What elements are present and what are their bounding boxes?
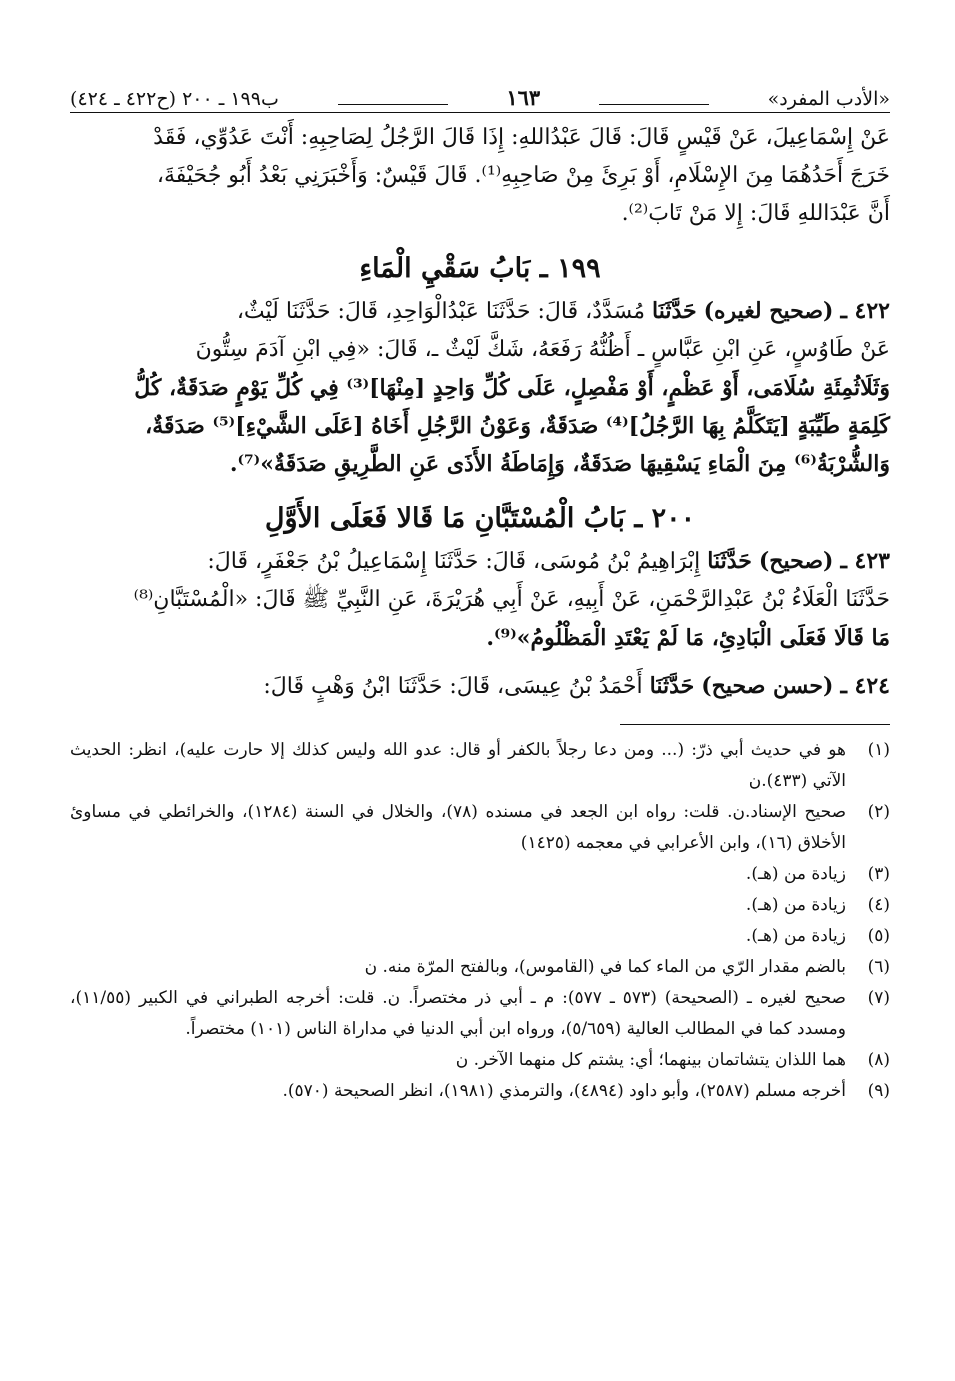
hadith-opening: حَدَّثَنَا — [649, 673, 695, 699]
hadith-424 — [70, 667, 890, 706]
page-number: ١٦٣ — [506, 85, 541, 110]
footnote-text: زيادة من (هـ). — [745, 926, 846, 946]
footnote — [70, 797, 890, 859]
footnote-number: (٩) — [867, 1081, 890, 1101]
text-line: وَثَلَاثُمِئَةِ سُلَامَى، أَوْ عَظْمٍ، أَوْ مَفْصِلٍ، عَلَى كُلِّ وَاحِدٍ [مِنْهَا]⁽³⁾ فِي كُلِّ يَوْمٍ صَدَقَةٌ، كُلُّ — [134, 375, 890, 401]
text-line: حَدَّثَنَا الْعَلَاءُ بْنُ عَبْدِالرَّحْمَنِ، عَنْ أَبِيهِ، عَنْ أَبِي هُرَيْرَةَ، عَنِ النَّبِيِّ ﷺ قَالَ: «الْمُسْتَبَّانِ⁽⁸⁾ — [133, 587, 890, 612]
chapter-heading-199: ١٩٩ ـ بَابُ سَقْيِ الْمَاءِ — [359, 253, 601, 284]
footnotes — [70, 735, 890, 1107]
footnote-text: زيادة من (هـ). — [745, 895, 846, 915]
footnote-number: (٣) — [867, 864, 890, 884]
book-title: «الأدب المفرد» — [767, 88, 890, 110]
chapter-heading-200: ٢٠٠ ـ بَابُ الْمُسْتَبَّانِ مَا قَالا فَعَلَى الأَوَّلِ — [264, 503, 696, 534]
hadith-text: إِبْرَاهِيمُ بْنُ مُوسَى، قَالَ: حَدَّثَنَا إِسْمَاعِيلُ بْنُ جَعْفَرٍ، قَالَ: — [207, 549, 701, 574]
footnote-text: هو في حديث أبي ذرّ: (... ومن دعا رجلاً بالكفر أو قال: عدو الله وليس كذلك إلا حارت عليه)، انظر: الحديث الآتي (٤٣٣).ن — [70, 740, 846, 791]
hadith-422 — [70, 292, 890, 483]
hadith-opening: حَدَّثَنَا — [707, 548, 752, 574]
hadith-grade: (صحيح) — [758, 548, 834, 574]
text-line: كَلِمَةٍ طَيِّبَةٍ [يَتَكَلَّمُ بِهَا الرَّجُلُ]⁽⁴⁾ صَدَقَةٌ، وَعَوْنُ الرَّجُلِ أَخَاهُ [عَلَى الشَّيْءِ]⁽⁵⁾ صَدَقَةٌ، — [145, 413, 890, 439]
footnote-text: بالضم مقدار الرّي من الماء كما في (القاموس)، وبالفتح المرّة منه. ن — [364, 957, 846, 977]
footnote-number: (٥) — [867, 926, 890, 946]
text-line — [70, 292, 890, 331]
footnote-text: صحيح لغيره ـ (الصحيحة) (٥٧٣ ـ ٥٧٧): م ـ أبي ذر مختصراً. ن. قلت: أخرجه الطبراني في الكبير (١١/٥٥)، ومسدد كما في المطالب العالية (٥/٦٥٩)، ورواه ابن أبي الدنيا في مداراة الناس (١٠١) مختصراً. — [70, 988, 846, 1039]
hadith-grade: (صحيح لغيره) — [703, 298, 834, 324]
footnote — [70, 859, 890, 890]
footnote-text: أخرجه مسلم (٢٥٨٧)، وأبو داود (٤٨٩٤)، والترمذي (١٩٨١)، انظر الصحيحة (٥٧٠). — [282, 1081, 846, 1101]
footnote-separator — [620, 724, 890, 725]
text-line: أَنَّ عَبْدَاللهِ قَالَ: إِلا مَنْ تَابَ⁽²⁾. — [621, 201, 890, 226]
footnote-number: (٢) — [867, 802, 890, 822]
text-line: خَرَجَ أَحَدُهُمَا مِنَ الإِسْلَامِ، أَوْ بَرِئَ مِنْ صَاحِبِهِ⁽¹⁾. قَالَ قَيْسٌ: وَأَخْبَرَنِي بَعْدُ أَبُو جُحَيْفَةَ، — [156, 163, 890, 188]
header-rule-2 — [338, 104, 448, 105]
footnote-number: (٨) — [867, 1050, 890, 1070]
text-line — [70, 542, 890, 581]
footnote-number: (١) — [867, 740, 890, 760]
footnote-text: هما اللذان يتشاتمان بينهما؛ أي: يشتم كل منهما الآخر. ن — [455, 1050, 846, 1070]
footnote-number: (٤) — [867, 895, 890, 915]
footnote-text: زيادة من (هـ). — [745, 864, 846, 884]
intro-paragraph — [70, 119, 890, 233]
hadith-423 — [70, 542, 890, 657]
header-rule — [599, 104, 709, 105]
text-line: عَنْ إِسْمَاعِيلَ، عَنْ قَيْسٍ قَالَ: قَالَ عَبْدُاللهِ: إِذَا قَالَ الرَّجُلُ لِصَاحِبِهِ: أَنْتَ عَدُوِّي، فَقَدْ — [153, 125, 890, 150]
text-line: مَا قَالَا فَعَلَى الْبَادِئِ، مَا لَمْ يَعْتَدِ الْمَظْلُومُ»⁽⁹⁾. — [486, 625, 890, 651]
chapter-range: ب١٩٩ ـ ٢٠٠ (ح٤٢٢ ـ ٤٢٤) — [70, 88, 279, 110]
text-line: عَنْ طَاوُسٍ، عَنِ ابْنِ عَبَّاسٍ ـ أَظُنُّهُ رَفَعَهُ، شَكَّ لَيْثٌ ـ، قَالَ: «فِي ابْنِ آدَمَ سِتُّونَ — [195, 337, 890, 362]
page — [70, 78, 890, 1107]
hadith-number: ٤٢٣ ـ — [840, 548, 890, 574]
text-line — [70, 667, 890, 706]
hadith-opening: حَدَّثَنَا — [651, 298, 697, 324]
footnote-text: صحيح الإسناد.ن. قلت: رواه ابن الجعد في مسنده (٧٨)، والخلال في السنة (١٢٨٤)، والخرائطي في مساوئ الأخلاق (١٦)، وابن الأعرابي في معجمه (١٤٢٥) — [70, 802, 846, 853]
page-header — [70, 78, 890, 113]
text-line: وَالشُّرْبَةُ⁽⁶⁾ مِنَ الْمَاءِ يَسْقِيهَا صَدَقَةٌ، وَإِمَاطَةُ الأَذَى عَنِ الطَّرِيقِ صَدَقَةٌ»⁽⁷⁾. — [229, 451, 890, 477]
hadith-text: مُسَدَّدٌ، قَالَ: حَدَّثَنَا عَبْدُالْوَاحِدِ، قَالَ: حَدَّثَنَا لَيْثٌ، — [236, 299, 645, 324]
hadith-grade: (حسن صحيح) — [701, 673, 834, 699]
footnote — [70, 921, 890, 952]
footnote — [70, 1076, 890, 1107]
footnote — [70, 735, 890, 797]
footnote — [70, 1045, 890, 1076]
footnote — [70, 983, 890, 1045]
footnote — [70, 952, 890, 983]
footnote — [70, 890, 890, 921]
hadith-number: ٤٢٢ ـ — [840, 298, 890, 324]
footnote-number: (٦) — [867, 957, 890, 977]
hadith-text: أَحْمَدُ بْنُ عِيسَى، قَالَ: حَدَّثَنَا ابْنُ وَهْبٍ قَالَ: — [263, 674, 643, 699]
hadith-number: ٤٢٤ ـ — [840, 673, 890, 699]
footnote-number: (٧) — [867, 988, 890, 1008]
